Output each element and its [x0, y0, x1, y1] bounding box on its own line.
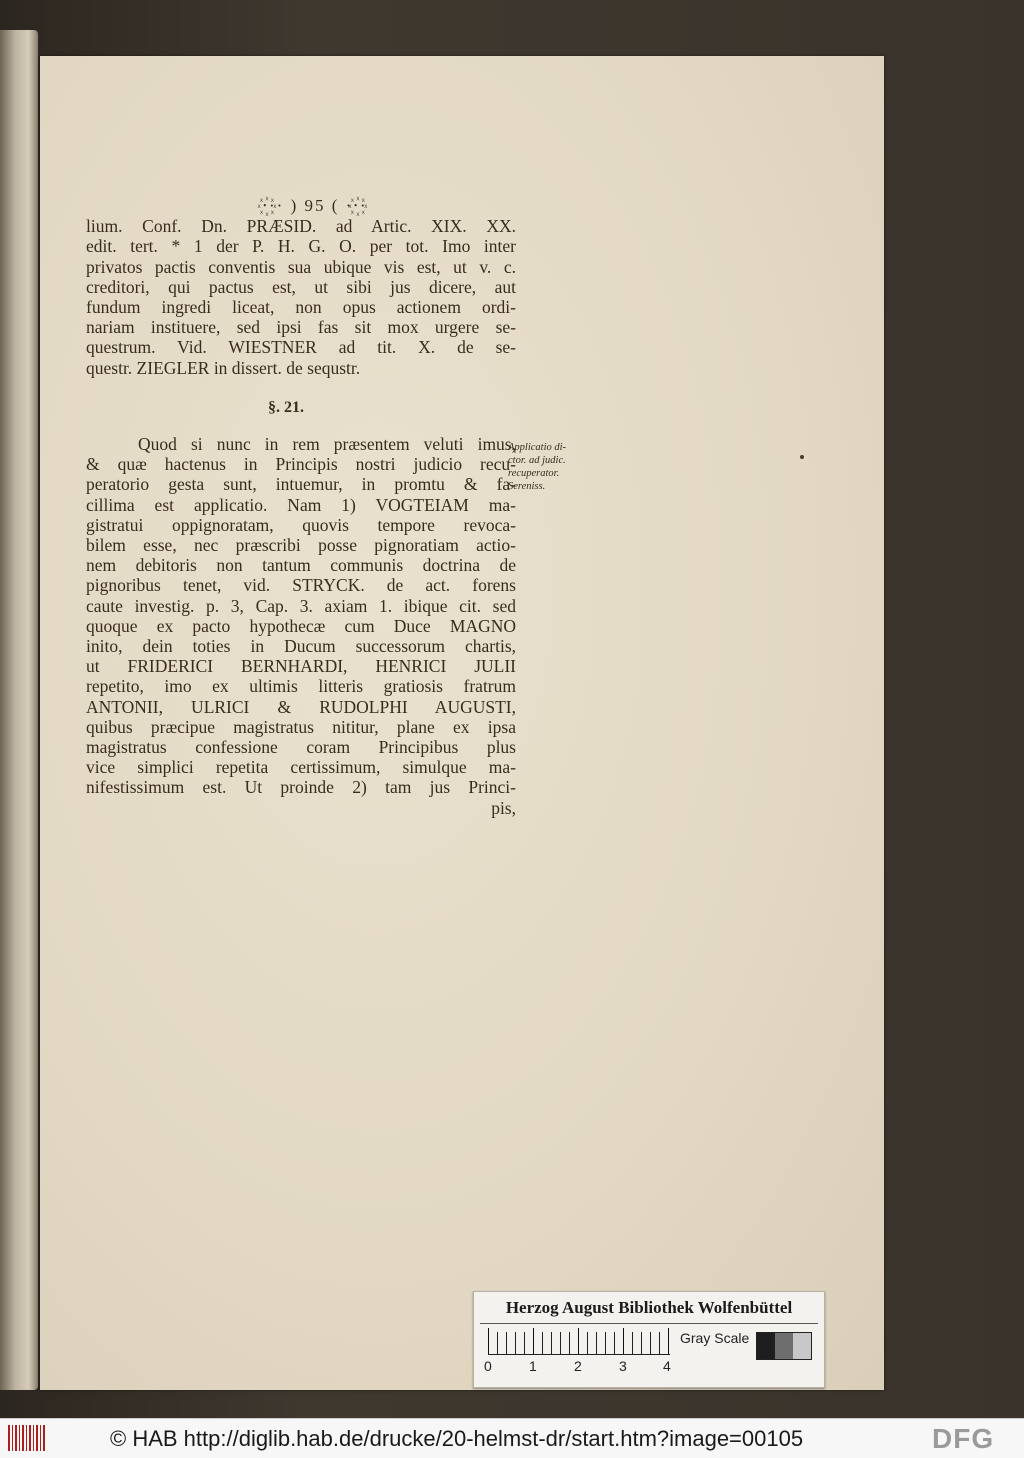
paragraph-line: quoque ex pacto hypothecæ cum Duce MAGNO — [86, 615, 516, 636]
gray-scale-swatches — [756, 1332, 812, 1360]
paragraph-line: nifestissimum est. Ut proinde 2) tam jus Princi- — [86, 777, 516, 798]
text-line: creditori, qui pactus est, ut sibi jus dicere, aut — [86, 276, 516, 297]
paragraph-line: ANTONII, ULRICI & RUDOLPHI AUGUSTI, — [86, 696, 516, 717]
paragraph-line: vice simplici repetita certissimum, simulque ma- — [86, 757, 516, 778]
hab-logo-icon — [8, 1425, 46, 1451]
paragraph-line: pignoribus tenet, vid. STRYCK. de act. forens — [86, 575, 516, 596]
paragraph-line: gistratui oppignoratam, quovis tempore revoca- — [86, 514, 516, 535]
gray-scale-label: Gray Scale — [680, 1330, 750, 1346]
text-line: fundum ingredi liceat, non opus actionem ordi- — [86, 297, 516, 318]
paragraph-line: repetito, imo ex ultimis litteris gratiosis fratrum — [86, 676, 516, 697]
margin-note-line: ctor. ad judic. — [508, 455, 566, 466]
margin-note-line: Sereniss. — [508, 481, 546, 492]
gray-swatch — [793, 1333, 811, 1359]
paragraph-line: inito, dein toties in Ducum successorum chartis, — [86, 636, 516, 657]
text-line: lium. Conf. Dn. PRÆSID. ad Artic. XIX. XX. — [86, 216, 516, 237]
copyright-url[interactable]: © HAB http://diglib.hab.de/drucke/20-helmst-dr/start.htm?image=00105 — [110, 1426, 804, 1451]
paragraph-line: bilem esse, nec præscribi posse pignoratiam actio- — [86, 535, 516, 556]
ruler-major-ticks — [488, 1328, 670, 1354]
page-text — [86, 196, 516, 818]
catchword: pis, — [491, 797, 516, 818]
ruler-number: 2 — [574, 1358, 582, 1374]
ruler-number: 4 — [663, 1358, 671, 1374]
paragraph-line: magistratus confessione coram Principibus plus — [86, 737, 516, 758]
paragraph-line: & quæ hactenus in Principis nostri judicio recu- — [86, 454, 516, 475]
viewer-footer — [0, 1418, 1024, 1458]
paragraph-line: caute investig. p. 3, Cap. 3. axiam 1. ibique cit. sed — [86, 595, 516, 616]
paragraph-line: quibus præcipue magistratus nititur, plane ex ipsa — [86, 716, 516, 737]
card-divider — [480, 1323, 818, 1324]
gray-swatch — [757, 1333, 775, 1359]
dfg-logo: DFG — [932, 1423, 995, 1454]
text-line: privatos pactis conventis sua ubique vis est, ut v. c. — [86, 256, 516, 277]
margin-note-line: Applicatio di- — [508, 442, 567, 453]
paragraph-line: ut FRIDERICI BERNHARDI, HENRICI JULII — [86, 656, 516, 677]
paragraph-line: nem debitoris non tantum communis doctrina de — [86, 555, 516, 576]
paragraph-line: peratorio gesta sunt, intuemur, in promtu & fa- — [86, 474, 516, 495]
paragraph-line: Quod si nunc in rem præsentem veluti imus, — [138, 434, 516, 455]
previous-page-edge — [0, 30, 38, 1390]
library-name: Herzog August Bibliothek Wolfenbüttel — [505, 1298, 793, 1317]
page-header: ·꙰·· ) 95 ( ··꙰· — [262, 196, 368, 215]
text-line: questrum. Vid. WIESTNER ad tit. X. de se- — [86, 337, 516, 358]
ruler-number: 1 — [529, 1358, 537, 1374]
paragraph-line: cillima est applicatio. Nam 1) VOGTEIAM ma- — [86, 494, 516, 515]
section-title: §. 21. — [268, 398, 304, 416]
ink-spot — [800, 455, 804, 459]
margin-note-line: recuperator. — [508, 468, 560, 479]
library-color-card — [473, 1291, 825, 1388]
text-line: nariam instituere, sed ipsi fas sit mox urgere se- — [86, 317, 516, 338]
margin-note — [508, 441, 594, 493]
ruler-number: 0 — [484, 1358, 492, 1374]
ruler-number: 3 — [619, 1358, 627, 1374]
text-line: edit. tert. * 1 der P. H. G. O. per tot. Imo inter — [86, 236, 516, 257]
gray-swatch — [775, 1333, 793, 1359]
text-line: questr. ZIEGLER in dissert. de sequstr. — [86, 357, 361, 378]
